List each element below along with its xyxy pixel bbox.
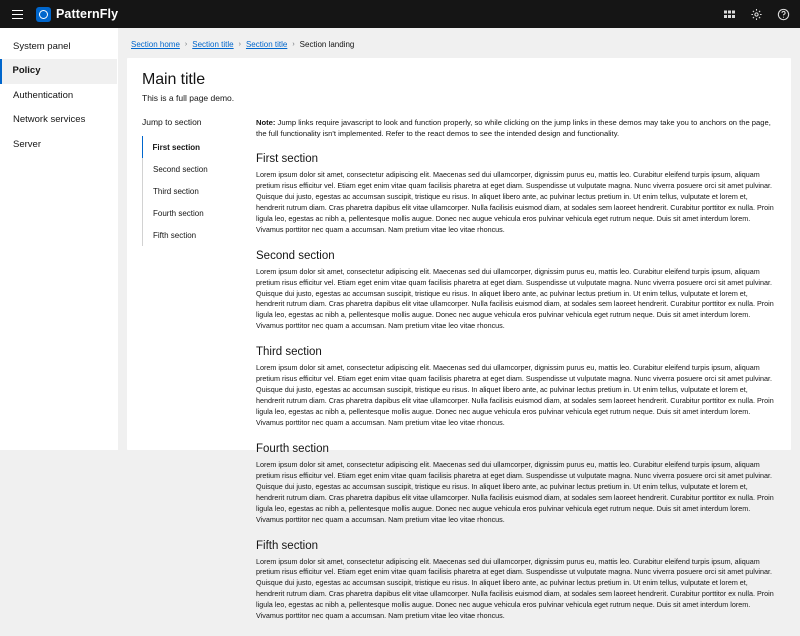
- page-subtitle: This is a full page demo.: [142, 93, 235, 103]
- breadcrumb: [118, 28, 800, 58]
- section-first: [256, 153, 776, 236]
- breadcrumb-separator-icon: ›: [184, 41, 188, 48]
- section-body: Lorem ipsum dolor sit amet, consectetur adipiscing elit. Maecenas sed dui ullamcorper, dignissim purus eu, mattis leo. Curabitur eleifend turpis ipsum, aliquam pretium risus efficitur vel. Etiam eget enim vitae quam facilisis pharetra at eget diam. Suspendisse ut vulputate magna. Nunc viverra posuere orci sit amet pulvinar. Quisque dui justo, egestas ac accumsan suscipit, tristique eu risus. In aliquet libero ante, ac pulvinar lectus pretium in. Ut enim tellus, vulputate et lorem et, hendrerit rutrum diam. Cras pharetra dapibus elit vitae ullamcorper. Nulla facilisis euismod diam, at sodales sem laoreet hendrerit. Curabitur porttitor ex nulla. Proin ligula leo, egestas ac nibh a, pellentesque mollis augue. Donec nec augue vehicula eros pulvinar vehicula eget rutrum neque. Duis sit amet interdum lorem. Vivamus porttitor nec quam a accumsan. Nam pretium vitae leo vitae rhoncus.: [256, 266, 774, 331]
- brand-label: PatternFly: [56, 7, 119, 21]
- section-body: Lorem ipsum dolor sit amet, consectetur adipiscing elit. Maecenas sed dui ullamcorper, dignissim purus eu, mattis leo. Curabitur eleifend turpis ipsum, aliquam pretium risus efficitur vel. Etiam eget enim vitae quam facilisis pharetra at eget diam. Suspendisse ut vulputate magna. Nunc viverra posuere orci sit amet pulvinar. Quisque dui justo, egestas ac accumsan suscipit, tristique eu risus. In aliquet libero ante, ac pulvinar lectus pretium in. Ut enim tellus, vulputate et lorem et, hendrerit rutrum diam. Cras pharetra dapibus elit vitae ullamcorper. Nulla facilisis euismod diam, at sodales sem laoreet hendrerit. Curabitur porttitor ex nulla. Proin ligula leo, egestas ac nibh a, pellentesque mollis augue. Donec nec augue vehicula eros pulvinar vehicula eget rutrum neque. Duis sit amet interdum lorem. Vivamus porttitor nec quam a accumsan. Nam pretium vitae leo vitae rhoncus.: [256, 170, 774, 234]
- page-title: Main title: [142, 71, 206, 88]
- settings-gear-icon[interactable]: [749, 7, 763, 21]
- main-content: [118, 28, 800, 621]
- page-body: [0, 28, 800, 621]
- help-question-icon[interactable]: [776, 7, 790, 21]
- page-split: [142, 117, 776, 636]
- section-second: [256, 250, 776, 333]
- section-body: Lorem ipsum dolor sit amet, consectetur adipiscing elit. Maecenas sed dui ullamcorper, dignissim purus eu, mattis leo. Curabitur eleifend turpis ipsum, aliquam pretium risus efficitur vel. Etiam eget enim vitae quam facilisis pharetra at eget diam. Suspendisse ut vulputate magna. Nunc viverra posuere orci sit amet pulvinar. Quisque dui justo, egestas ac accumsan suscipit, tristique eu risus. In aliquet libero ante, ac pulvinar lectus pretium in. Ut enim tellus, vulputate et lorem et, hendrerit rutrum diam. Cras pharetra dapibus elit vitae ullamcorper. Nulla facilisis euismod diam, at sodales sem laoreet hendrerit. Curabitur porttitor ex nulla. Proin ligula leo, egestas ac nibh a, pellentesque mollis augue. Donec nec augue vehicula eros pulvinar vehicula eget rutrum neque. Duis sit amet interdum lorem. Vivamus porttitor nec quam a accumsan. Nam pretium vitae leo vitae rhoncus.: [256, 363, 774, 427]
- hamburger-bar: [12, 14, 23, 15]
- hamburger-bar: [12, 10, 23, 11]
- jump-link-second-section[interactable]: Second section: [153, 164, 208, 174]
- jump-links-list: [142, 136, 242, 246]
- jump-link-third-section[interactable]: Third section: [153, 186, 199, 196]
- jump-link-first-section[interactable]: First section: [142, 136, 243, 158]
- section-title: Fifth section: [256, 539, 318, 552]
- section-fifth: [256, 540, 776, 623]
- jump-links-label: Jump to section: [142, 117, 202, 127]
- breadcrumb-item-2[interactable]: Section title: [192, 40, 234, 49]
- sidebar-item-system-panel[interactable]: System panel: [13, 41, 71, 52]
- sidebar-item-network-services[interactable]: Network services: [13, 114, 86, 126]
- sidebar: [0, 28, 118, 450]
- global-nav-toggle[interactable]: [6, 3, 28, 25]
- jump-links-note: [256, 117, 776, 139]
- masthead: [0, 0, 800, 28]
- hamburger-bar: [12, 18, 23, 19]
- masthead-toolbar: [722, 7, 790, 21]
- section-title: Third section: [256, 346, 322, 359]
- sections-container: [242, 117, 776, 636]
- breadcrumb-item-3[interactable]: Section title: [245, 40, 288, 49]
- sidebar-item-policy[interactable]: Policy: [0, 59, 117, 83]
- note-bold-label: Note:: [256, 118, 276, 127]
- breadcrumb-separator-icon: ›: [292, 41, 295, 48]
- note-text: Jump links require javascript to look and function properly, so while clicking on the jump links in these demos may take you to anchors on the page, the full functionality isn't implemented. Refer to the react demos to see the intended design and functionality.: [256, 118, 771, 138]
- section-fourth: [256, 443, 776, 526]
- section-title: Fourth section: [256, 442, 329, 455]
- jump-link-fourth-section[interactable]: Fourth section: [153, 208, 204, 218]
- sidebar-item-server[interactable]: Server: [13, 138, 41, 150]
- section-title: First section: [256, 153, 318, 165]
- patternfly-logo-icon: [36, 7, 51, 22]
- section-body: Lorem ipsum dolor sit amet, consectetur adipiscing elit. Maecenas sed dui ullamcorper, dignissim purus eu, mattis leo. Curabitur eleifend turpis ipsum, aliquam pretium risus efficitur vel. Etiam eget enim vitae quam facilisis pharetra at eget diam. Suspendisse ut vulputate magna. Nunc viverra posuere orci sit amet pulvinar. Quisque dui justo, egestas ac accumsan suscipit, tristique eu risus. In aliquet libero ante, ac pulvinar lectus pretium in. Ut enim tellus, vulputate et lorem et, hendrerit rutrum diam. Cras pharetra dapibus elit vitae ullamcorper. Nulla facilisis euismod diam, at sodales sem laoreet hendrerit. Curabitur porttitor ex nulla. Proin ligula leo, egestas ac nibh a, pellentesque mollis augue. Donec nec augue vehicula eros pulvinar vehicula eget rutrum neque. Duis sit amet interdum lorem. Vivamus porttitor nec quam a accumsan. Nam pretium vitae leo vitae rhoncus.: [256, 459, 774, 524]
- breadcrumb-item-current: Section landing: [299, 40, 355, 49]
- section-third: [256, 346, 776, 429]
- section-body: Lorem ipsum dolor sit amet, consectetur adipiscing elit. Maecenas sed dui ullamcorper, dignissim purus eu, mattis leo. Curabitur eleifend turpis ipsum, aliquam pretium risus efficitur vel. Etiam eget enim vitae quam facilisis pharetra at eget diam. Suspendisse ut vulputate magna. Nunc viverra posuere orci sit amet pulvinar. Quisque dui justo, egestas ac accumsan suscipit, tristique eu risus. In aliquet libero ante, ac pulvinar lectus pretium in. Ut enim tellus, vulputate et lorem et, hendrerit rutrum diam. Cras pharetra dapibus elit vitae ullamcorper. Nulla facilisis euismod diam, at sodales sem laoreet hendrerit. Curabitur porttitor ex nulla. Proin ligula leo, egestas ac nibh a, pellentesque mollis augue. Donec nec augue vehicula eros pulvinar vehicula eget rutrum neque. Duis sit amet interdum lorem. Vivamus porttitor nec quam a accumsan. Nam pretium vitae leo vitae rhoncus.: [256, 556, 774, 621]
- content-panel: [127, 58, 791, 621]
- breadcrumb-separator-icon: ›: [238, 41, 241, 48]
- sidebar-item-authentication[interactable]: Authentication: [13, 89, 74, 101]
- applications-icon[interactable]: [722, 7, 736, 21]
- jump-link-fifth-section[interactable]: Fifth section: [153, 230, 197, 240]
- brand[interactable]: [36, 7, 118, 22]
- section-title: Second section: [256, 249, 335, 262]
- breadcrumb-item-1[interactable]: Section home: [131, 40, 180, 49]
- jump-links: [142, 117, 242, 636]
